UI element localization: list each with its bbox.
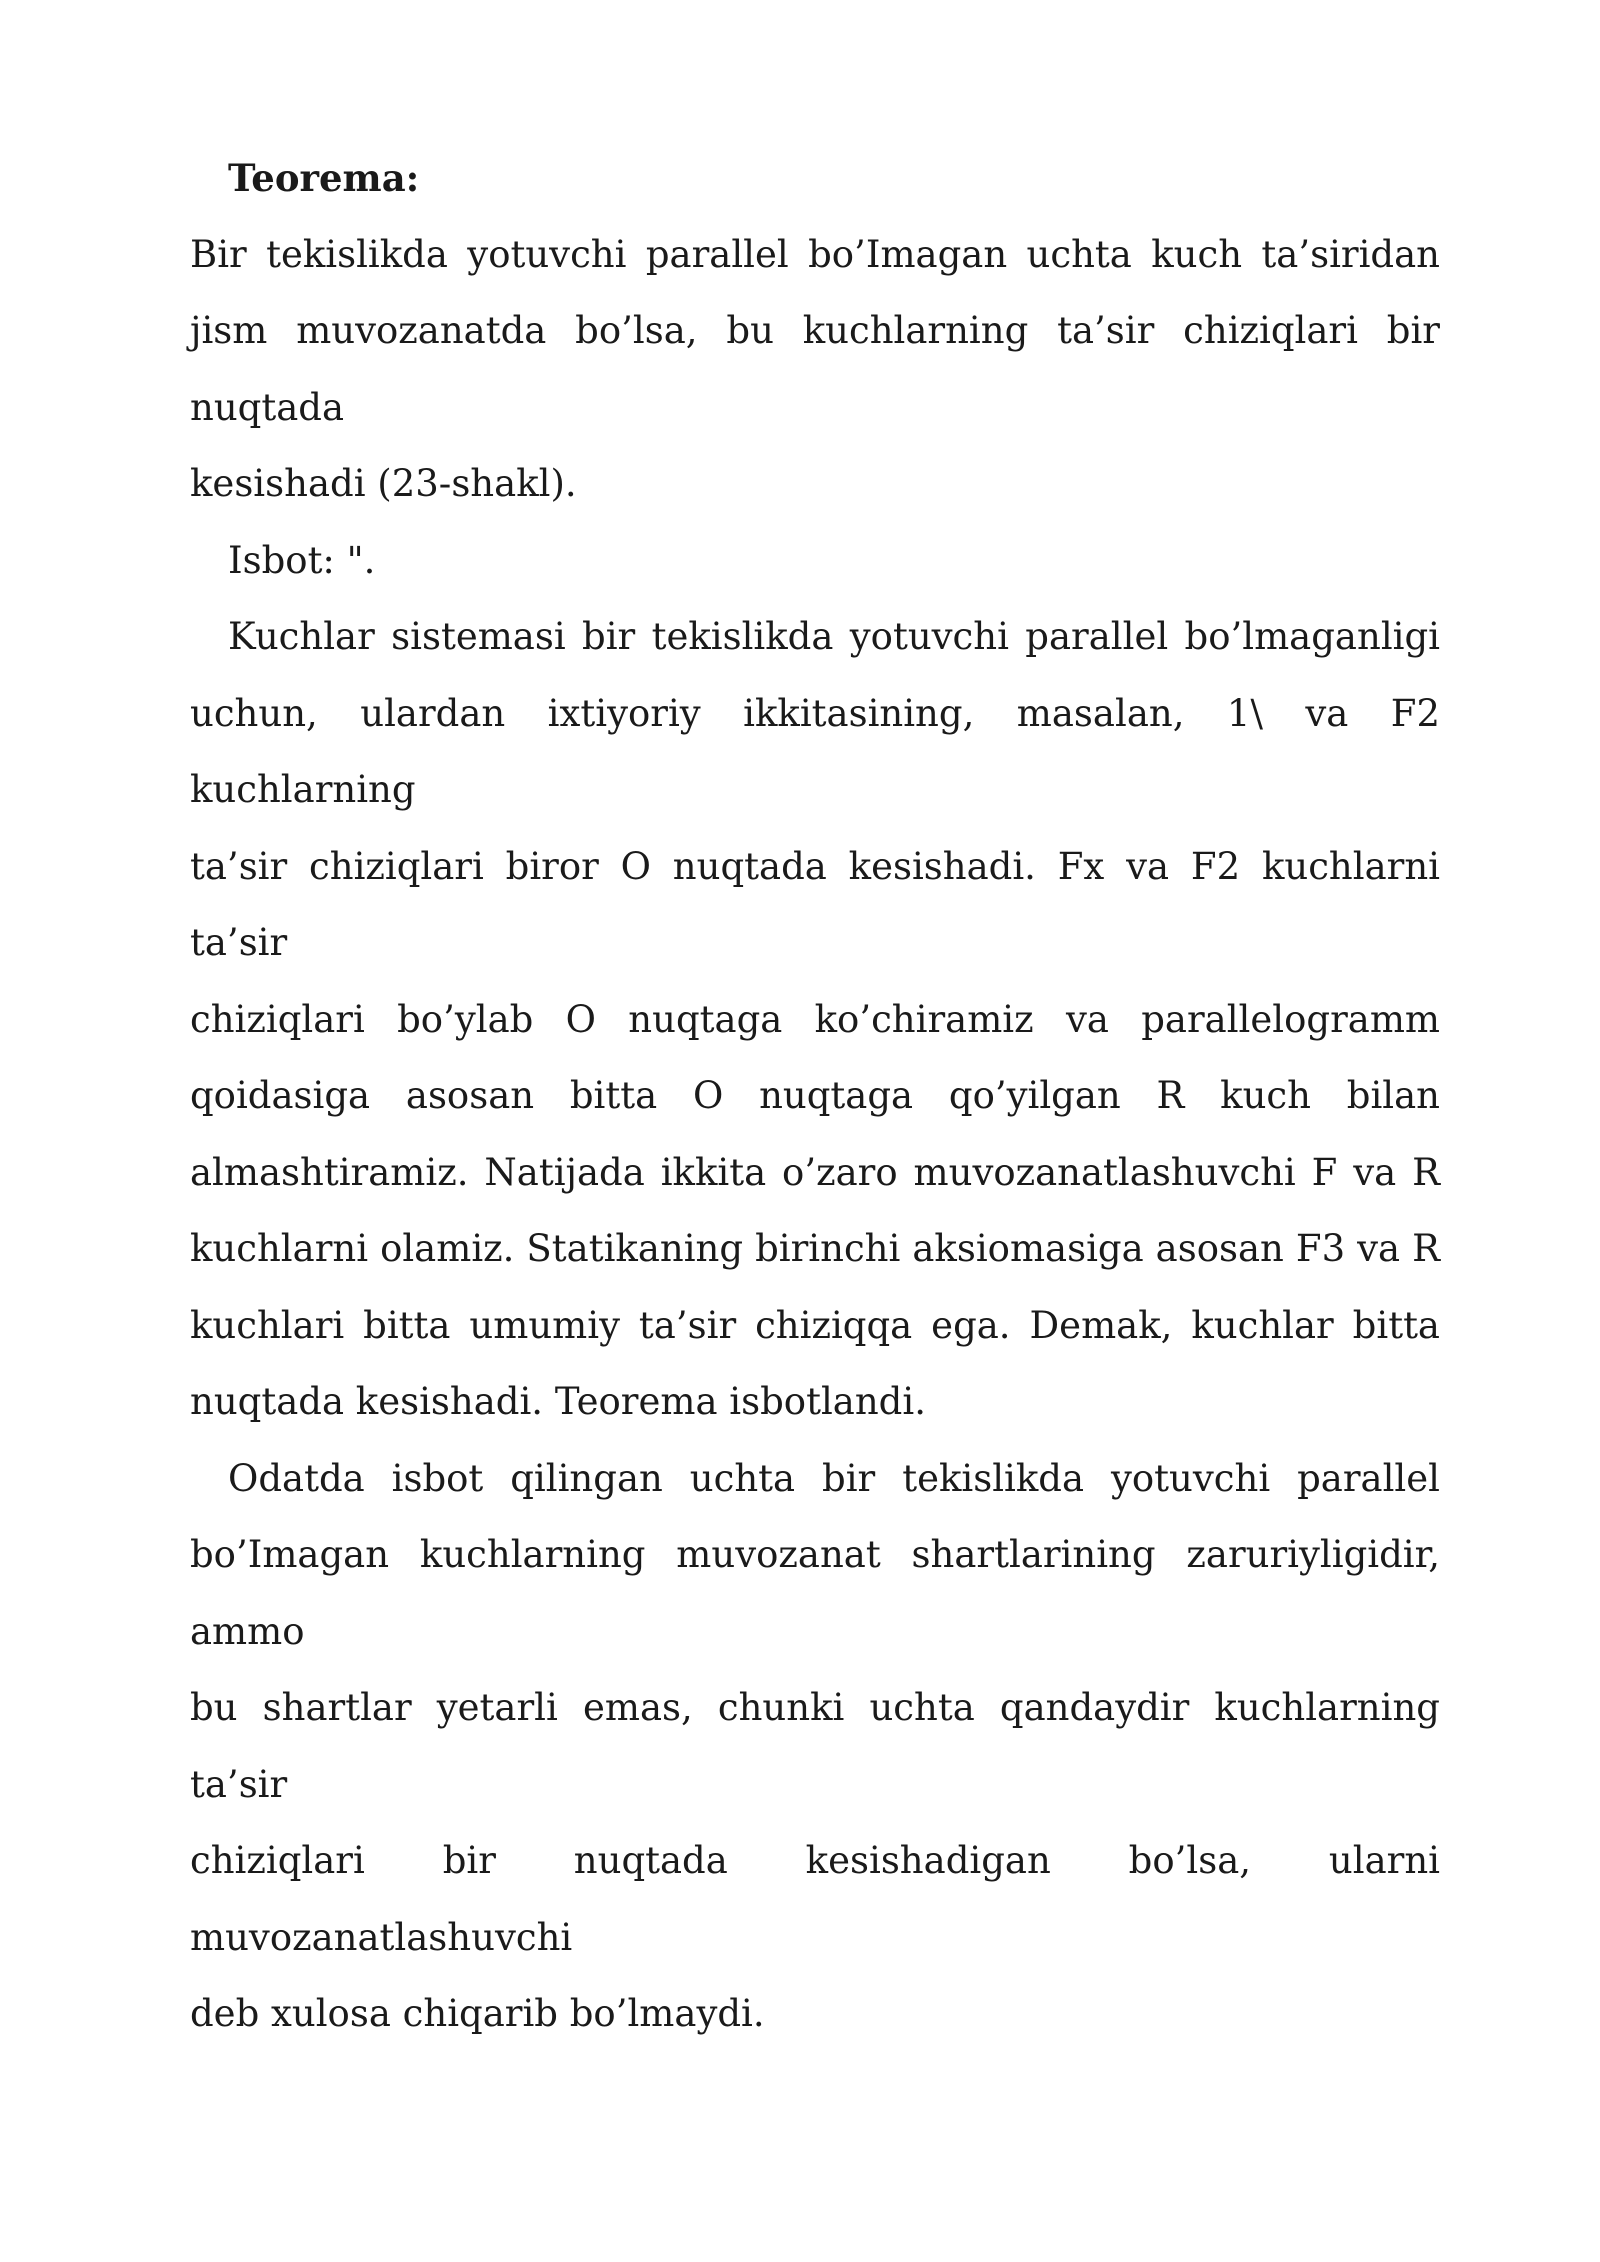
document-body <box>190 140 1440 2053</box>
proof-line: chiziqlari bo’ylab O nuqtaga ko’chiramiz va parallelogramm <box>190 997 1440 1041</box>
remark-paragraph <box>190 1441 1440 2053</box>
remark-line: Odatda isbot qilingan uchta bir tekislikda yotuvchi parallel <box>228 1456 1440 1500</box>
proof-line: Kuchlar sistemasi bir tekislikda yotuvchi parallel bo’lmaganligi <box>228 615 1440 658</box>
theorem-heading: Teorema: <box>228 156 420 200</box>
remark-line: bu shartlar yetarli emas, chunki uchta qandaydir kuchlarning ta’sir <box>190 1686 1440 1806</box>
proof-line: ta’sir chiziqlari biror O nuqtada kesishadi. Fx va F2 kuchlarni ta’sir <box>190 844 1440 964</box>
theorem-statement <box>190 217 1440 523</box>
theorem-line: Bir tekislikda yotuvchi parallel bo’Imagan uchta kuch ta’siridan <box>190 232 1440 276</box>
remark-line: deb xulosa chiqarib bo’lmaydi. <box>190 1992 765 2035</box>
proof-line: kuchlari bitta umumiy ta’sir chiziqqa ega. Demak, kuchlar bitta <box>190 1303 1440 1347</box>
theorem-line: kesishadi (23-shakl). <box>190 462 577 505</box>
proof-label: Isbot: ". <box>228 538 376 582</box>
proof-line: uchun, ulardan ixtiyoriy ikkitasining, masalan, 1\ va F2 kuchlarning <box>190 691 1440 811</box>
theorem-line: jism muvozanatda bo’lsa, bu kuchlarning ta’sir chiziqlari bir nuqtada <box>190 309 1440 429</box>
remark-line: ammo <box>190 1609 305 1653</box>
remark-line: bo’Imagan kuchlarning muvozanat shartlarining zaruriyligidir, <box>190 1533 1440 1576</box>
proof-line: almashtiramiz. Natijada ikkita o’zaro muvozanatlashuvchi F va R <box>190 1150 1440 1194</box>
proof-line: qoidasiga asosan bitta O nuqtaga qo’yilgan R kuch bilan <box>190 1074 1440 1117</box>
proof-line: nuqtada kesishadi. Teorema isbotlandi. <box>190 1380 926 1423</box>
proof-line: kuchlarni olamiz. Statikaning birinchi aksiomasiga asosan F3 va R <box>190 1227 1440 1270</box>
proof-paragraph <box>190 599 1440 1441</box>
remark-line: muvozanatlashuvchi <box>190 1915 573 1959</box>
remark-line: chiziqlari bir nuqtada kesishadigan bo’lsa, ularni <box>190 1839 1440 1882</box>
